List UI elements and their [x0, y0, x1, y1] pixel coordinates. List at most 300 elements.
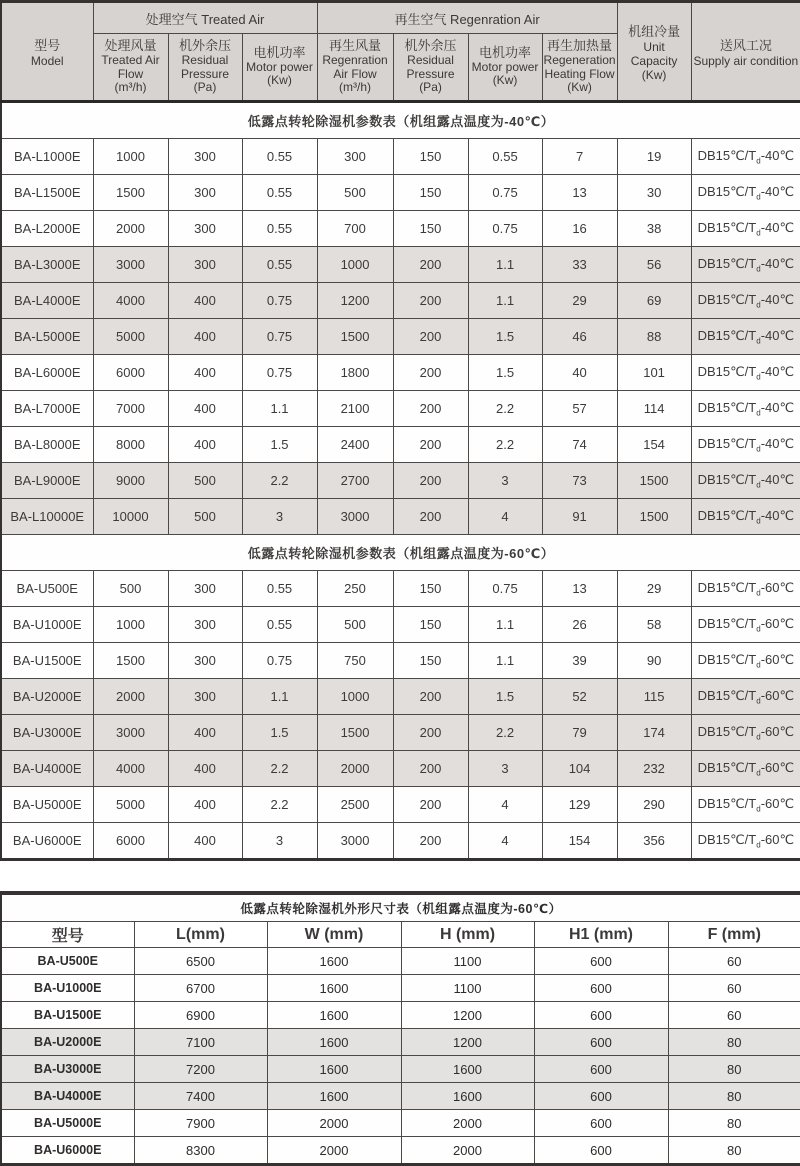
- model-cell: BA-L8000E: [1, 427, 93, 463]
- value-cell: 1.1: [468, 283, 542, 319]
- dimension-value-cell: 80: [668, 1137, 800, 1165]
- value-cell: 40: [542, 355, 617, 391]
- section-title: 低露点转轮除湿机参数表（机组露点温度为-40℃）: [1, 102, 800, 139]
- supply-condition-prefix: DB15℃/T: [697, 471, 757, 487]
- supply-condition-subscript: d: [756, 732, 761, 742]
- dimensions-header-row: [1, 922, 800, 948]
- model-cell: BA-L5000E: [1, 319, 93, 355]
- value-cell: 0.55: [242, 607, 317, 643]
- value-cell: 0.75: [468, 211, 542, 247]
- dimension-value-cell: 600: [534, 1002, 668, 1029]
- value-cell: 26: [542, 607, 617, 643]
- value-cell: 150: [393, 571, 468, 607]
- dimension-value-cell: 6900: [134, 1002, 267, 1029]
- dimension-row: [1, 1056, 800, 1083]
- supply-condition-cell: [691, 139, 800, 175]
- value-cell: 2000: [317, 751, 393, 787]
- value-cell: 30: [617, 175, 691, 211]
- value-cell: 2.2: [468, 715, 542, 751]
- supply-condition-subscript: d: [756, 444, 761, 454]
- value-cell: 1200: [317, 283, 393, 319]
- model-cell: BA-U1000E: [1, 607, 93, 643]
- value-cell: 1.5: [468, 679, 542, 715]
- value-cell: 1.1: [242, 391, 317, 427]
- model-cell: BA-U1500E: [1, 1002, 134, 1029]
- value-cell: 0.55: [242, 211, 317, 247]
- supply-condition-suffix: -40℃: [760, 507, 795, 523]
- value-cell: 200: [393, 319, 468, 355]
- value-cell: 1000: [317, 247, 393, 283]
- value-cell: 200: [393, 679, 468, 715]
- value-cell: 200: [393, 823, 468, 860]
- model-cell: BA-L6000E: [1, 355, 93, 391]
- spec-row: [1, 751, 800, 787]
- supply-condition-suffix: -60℃: [760, 651, 795, 667]
- value-cell: 0.55: [468, 139, 542, 175]
- spec-table-header: [1, 2, 800, 102]
- supply-condition-suffix: -40℃: [760, 363, 795, 379]
- model-cell: BA-L1000E: [1, 139, 93, 175]
- value-cell: 500: [168, 463, 242, 499]
- value-cell: 300: [168, 247, 242, 283]
- value-cell: 2.2: [468, 391, 542, 427]
- dimensions-table-title: 低露点转轮除湿机外形尺寸表（机组露点温度为-60℃）: [1, 893, 800, 922]
- value-cell: 79: [542, 715, 617, 751]
- spec-row: [1, 607, 800, 643]
- section-title: 低露点转轮除湿机参数表（机组露点温度为-60℃）: [1, 535, 800, 571]
- value-cell: 400: [168, 283, 242, 319]
- supply-condition-suffix: -40℃: [760, 147, 795, 163]
- dimension-value-cell: 60: [668, 975, 800, 1002]
- value-cell: 6000: [93, 355, 168, 391]
- supply-condition-suffix: -40℃: [760, 399, 795, 415]
- value-cell: 0.55: [242, 571, 317, 607]
- supply-condition-cell: [691, 643, 800, 679]
- supply-condition-cell: [691, 607, 800, 643]
- value-cell: 500: [317, 175, 393, 211]
- supply-condition-prefix: DB15℃/T: [697, 795, 757, 811]
- value-cell: 400: [168, 391, 242, 427]
- value-cell: 0.75: [242, 643, 317, 679]
- dimension-value-cell: 7400: [134, 1083, 267, 1110]
- dimension-value-cell: 80: [668, 1083, 800, 1110]
- dimensions-title-row: [1, 893, 800, 922]
- dimension-value-cell: 600: [534, 975, 668, 1002]
- group-header-treated-air: 处理空气 Treated Air: [93, 2, 317, 34]
- dimension-value-cell: 600: [534, 948, 668, 975]
- value-cell: 13: [542, 571, 617, 607]
- value-cell: 1.5: [242, 715, 317, 751]
- value-cell: 56: [617, 247, 691, 283]
- model-cell: BA-U2000E: [1, 1029, 134, 1056]
- value-cell: 5000: [93, 787, 168, 823]
- value-cell: 4: [468, 787, 542, 823]
- value-cell: 200: [393, 355, 468, 391]
- supply-condition-suffix: -60℃: [760, 687, 795, 703]
- value-cell: 3: [242, 499, 317, 535]
- value-cell: 250: [317, 571, 393, 607]
- dimension-value-cell: 7900: [134, 1110, 267, 1137]
- supply-condition-subscript: d: [756, 336, 761, 346]
- value-cell: 3000: [93, 715, 168, 751]
- model-cell: BA-L3000E: [1, 247, 93, 283]
- dim-column-header: F (mm): [668, 922, 800, 948]
- value-cell: 0.55: [242, 247, 317, 283]
- supply-condition-cell: [691, 787, 800, 823]
- supply-condition-suffix: -60℃: [760, 795, 795, 811]
- dimension-value-cell: 600: [534, 1056, 668, 1083]
- value-cell: 1500: [617, 463, 691, 499]
- value-cell: 1.1: [242, 679, 317, 715]
- supply-condition-prefix: DB15℃/T: [697, 615, 757, 631]
- supply-condition-cell: [691, 175, 800, 211]
- value-cell: 3000: [317, 823, 393, 860]
- dimension-row: [1, 1029, 800, 1056]
- model-cell: BA-U500E: [1, 948, 134, 975]
- column-header-treated-air-flow: 处理风量 Treated Air Flow (m³/h): [93, 34, 168, 102]
- supply-condition-cell: [691, 571, 800, 607]
- model-cell: BA-U3000E: [1, 715, 93, 751]
- supply-condition-cell: [691, 499, 800, 535]
- model-header-zh: 型号: [34, 38, 61, 53]
- dimensions-table: [0, 891, 800, 1166]
- value-cell: 114: [617, 391, 691, 427]
- model-cell: BA-U500E: [1, 571, 93, 607]
- supply-condition-prefix: DB15℃/T: [697, 759, 757, 775]
- spec-row: [1, 787, 800, 823]
- section-title-row: [1, 535, 800, 571]
- dimension-value-cell: 600: [534, 1029, 668, 1056]
- column-header-regen-air-flow: 再生风量 Regenration Air Flow (m³/h): [317, 34, 393, 102]
- value-cell: 200: [393, 499, 468, 535]
- value-cell: 174: [617, 715, 691, 751]
- value-cell: 300: [168, 175, 242, 211]
- supply-condition-suffix: -40℃: [760, 327, 795, 343]
- value-cell: 300: [168, 211, 242, 247]
- supply-condition-cell: [691, 319, 800, 355]
- value-cell: 129: [542, 787, 617, 823]
- value-cell: 300: [168, 139, 242, 175]
- dimension-value-cell: 1600: [267, 975, 401, 1002]
- value-cell: 300: [317, 139, 393, 175]
- supply-condition-prefix: DB15℃/T: [697, 291, 757, 307]
- supply-condition-subscript: d: [756, 588, 761, 598]
- supply-condition-prefix: DB15℃/T: [697, 651, 757, 667]
- spec-row: [1, 643, 800, 679]
- value-cell: 200: [393, 463, 468, 499]
- value-cell: 150: [393, 139, 468, 175]
- value-cell: 1.5: [468, 355, 542, 391]
- value-cell: 2700: [317, 463, 393, 499]
- dimension-value-cell: 80: [668, 1029, 800, 1056]
- supply-condition-prefix: DB15℃/T: [697, 507, 757, 523]
- dimension-value-cell: 8300: [134, 1137, 267, 1165]
- column-header-regen-heating-flow: 再生加热量 Regeneration Heating Flow (Kw): [542, 34, 617, 102]
- section-title-row: [1, 102, 800, 139]
- column-header-regen-residual-pressure: 机外余压 Residual Pressure (Pa): [393, 34, 468, 102]
- dimension-value-cell: 600: [534, 1083, 668, 1110]
- spec-row: [1, 715, 800, 751]
- model-cell: BA-U1500E: [1, 643, 93, 679]
- value-cell: 7: [542, 139, 617, 175]
- value-cell: 200: [393, 751, 468, 787]
- dimension-row: [1, 948, 800, 975]
- supply-condition-prefix: DB15℃/T: [697, 363, 757, 379]
- supply-condition-suffix: -60℃: [760, 759, 795, 775]
- supply-condition-cell: [691, 283, 800, 319]
- dimension-value-cell: 1600: [401, 1083, 534, 1110]
- value-cell: 115: [617, 679, 691, 715]
- value-cell: 200: [393, 427, 468, 463]
- value-cell: 73: [542, 463, 617, 499]
- value-cell: 3: [468, 751, 542, 787]
- value-cell: 16: [542, 211, 617, 247]
- value-cell: 9000: [93, 463, 168, 499]
- dimension-value-cell: 60: [668, 1002, 800, 1029]
- supply-condition-cell: [691, 355, 800, 391]
- model-cell: BA-U5000E: [1, 1110, 134, 1137]
- value-cell: 700: [317, 211, 393, 247]
- dimension-value-cell: 1600: [267, 1056, 401, 1083]
- value-cell: 154: [542, 823, 617, 860]
- supply-condition-prefix: DB15℃/T: [697, 147, 757, 163]
- supply-condition-prefix: DB15℃/T: [697, 327, 757, 343]
- value-cell: 0.75: [468, 175, 542, 211]
- dimension-value-cell: 1600: [267, 1029, 401, 1056]
- value-cell: 2.2: [468, 427, 542, 463]
- dim-column-header: L(mm): [134, 922, 267, 948]
- supply-condition-subscript: d: [756, 408, 761, 418]
- supply-condition-subscript: d: [756, 480, 761, 490]
- supply-condition-subscript: d: [756, 840, 761, 850]
- model-cell: BA-L2000E: [1, 211, 93, 247]
- supply-condition-prefix: DB15℃/T: [697, 399, 757, 415]
- supply-condition-suffix: -40℃: [760, 183, 795, 199]
- value-cell: 400: [168, 715, 242, 751]
- dimension-value-cell: 1600: [267, 948, 401, 975]
- table-gap: [0, 861, 800, 891]
- supply-condition-subscript: d: [756, 372, 761, 382]
- value-cell: 1000: [93, 607, 168, 643]
- value-cell: 4000: [93, 751, 168, 787]
- supply-condition-suffix: -60℃: [760, 723, 795, 739]
- value-cell: 1500: [617, 499, 691, 535]
- supply-condition-cell: [691, 715, 800, 751]
- supply-condition-cell: [691, 823, 800, 860]
- dimension-value-cell: 600: [534, 1137, 668, 1165]
- column-header-supply-air: [691, 2, 800, 102]
- value-cell: 200: [393, 247, 468, 283]
- supply-condition-prefix: DB15℃/T: [697, 723, 757, 739]
- column-header-unit-capacity: [617, 2, 691, 102]
- value-cell: 4: [468, 499, 542, 535]
- dimension-value-cell: 600: [534, 1110, 668, 1137]
- supply-condition-prefix: DB15℃/T: [697, 687, 757, 703]
- dim-column-header: W (mm): [267, 922, 401, 948]
- supply-condition-suffix: -60℃: [760, 831, 795, 847]
- spec-row: [1, 355, 800, 391]
- dimension-value-cell: 2000: [267, 1110, 401, 1137]
- supply-air-zh: 送风工况: [719, 38, 772, 53]
- value-cell: 0.55: [242, 139, 317, 175]
- value-cell: 1500: [93, 175, 168, 211]
- value-cell: 88: [617, 319, 691, 355]
- supply-condition-cell: [691, 211, 800, 247]
- value-cell: 19: [617, 139, 691, 175]
- supply-condition-subscript: d: [756, 660, 761, 670]
- supply-condition-subscript: d: [756, 768, 761, 778]
- column-header-treated-motor-power: 电机功率 Motor power (Kw): [242, 34, 317, 102]
- value-cell: 500: [93, 571, 168, 607]
- dimension-row: [1, 1002, 800, 1029]
- model-cell: BA-U4000E: [1, 751, 93, 787]
- model-cell: BA-L7000E: [1, 391, 93, 427]
- supply-condition-subscript: d: [756, 228, 761, 238]
- dimension-value-cell: 1600: [401, 1056, 534, 1083]
- value-cell: 400: [168, 787, 242, 823]
- model-cell: BA-U3000E: [1, 1056, 134, 1083]
- supply-condition-prefix: DB15℃/T: [697, 435, 757, 451]
- value-cell: 1500: [317, 715, 393, 751]
- model-cell: BA-U5000E: [1, 787, 93, 823]
- value-cell: 4: [468, 823, 542, 860]
- value-cell: 91: [542, 499, 617, 535]
- value-cell: 2.2: [242, 787, 317, 823]
- spec-row: [1, 319, 800, 355]
- value-cell: 300: [168, 643, 242, 679]
- dimension-value-cell: 2000: [401, 1110, 534, 1137]
- supply-condition-subscript: d: [756, 300, 761, 310]
- value-cell: 400: [168, 751, 242, 787]
- supply-condition-prefix: DB15℃/T: [697, 219, 757, 235]
- supply-condition-subscript: d: [756, 624, 761, 634]
- dimension-row: [1, 1083, 800, 1110]
- dimensions-table-body: [1, 893, 800, 1165]
- value-cell: 2100: [317, 391, 393, 427]
- value-cell: 3000: [317, 499, 393, 535]
- dimension-value-cell: 80: [668, 1110, 800, 1137]
- column-header-regen-motor-power: 电机功率 Motor power (Kw): [468, 34, 542, 102]
- value-cell: 33: [542, 247, 617, 283]
- model-cell: BA-L10000E: [1, 499, 93, 535]
- value-cell: 10000: [93, 499, 168, 535]
- value-cell: 1.5: [242, 427, 317, 463]
- supply-condition-prefix: DB15℃/T: [697, 579, 757, 595]
- value-cell: 3: [242, 823, 317, 860]
- supply-condition-cell: [691, 247, 800, 283]
- dim-column-header-model: 型号: [1, 922, 134, 948]
- spec-row: [1, 427, 800, 463]
- model-cell: BA-U1000E: [1, 975, 134, 1002]
- group-header-regeneration-air: 再生空气 Regenration Air: [317, 2, 617, 34]
- value-cell: 2.2: [242, 751, 317, 787]
- dim-column-header: H (mm): [401, 922, 534, 948]
- value-cell: 57: [542, 391, 617, 427]
- value-cell: 200: [393, 715, 468, 751]
- column-header-model: [1, 2, 93, 102]
- value-cell: 2000: [93, 211, 168, 247]
- value-cell: 200: [393, 787, 468, 823]
- dimension-value-cell: 2000: [267, 1137, 401, 1165]
- value-cell: 39: [542, 643, 617, 679]
- supply-condition-suffix: -60℃: [760, 579, 795, 595]
- spec-row: [1, 211, 800, 247]
- value-cell: 7000: [93, 391, 168, 427]
- dimension-value-cell: 1100: [401, 948, 534, 975]
- spec-row: [1, 247, 800, 283]
- model-cell: BA-U6000E: [1, 823, 93, 860]
- value-cell: 1.1: [468, 607, 542, 643]
- supply-condition-subscript: d: [756, 516, 761, 526]
- value-cell: 200: [393, 283, 468, 319]
- supply-condition-suffix: -40℃: [760, 435, 795, 451]
- value-cell: 1.5: [468, 319, 542, 355]
- supply-condition-subscript: d: [756, 696, 761, 706]
- value-cell: 101: [617, 355, 691, 391]
- value-cell: 29: [542, 283, 617, 319]
- dimension-value-cell: 1200: [401, 1029, 534, 1056]
- dim-column-header: H1 (mm): [534, 922, 668, 948]
- value-cell: 300: [168, 571, 242, 607]
- dimension-value-cell: 7100: [134, 1029, 267, 1056]
- supply-condition-cell: [691, 427, 800, 463]
- dimension-value-cell: 60: [668, 948, 800, 975]
- value-cell: 1500: [93, 643, 168, 679]
- spec-row: [1, 823, 800, 860]
- dimension-row: [1, 975, 800, 1002]
- value-cell: 1500: [317, 319, 393, 355]
- value-cell: 13: [542, 175, 617, 211]
- supply-condition-cell: [691, 679, 800, 715]
- value-cell: 69: [617, 283, 691, 319]
- value-cell: 300: [168, 679, 242, 715]
- value-cell: 356: [617, 823, 691, 860]
- value-cell: 1800: [317, 355, 393, 391]
- supply-air-en: Supply air condition: [693, 54, 799, 68]
- value-cell: 38: [617, 211, 691, 247]
- dimension-value-cell: 1100: [401, 975, 534, 1002]
- value-cell: 2500: [317, 787, 393, 823]
- value-cell: 154: [617, 427, 691, 463]
- value-cell: 400: [168, 427, 242, 463]
- model-cell: BA-L4000E: [1, 283, 93, 319]
- supply-condition-subscript: d: [756, 264, 761, 274]
- dimension-value-cell: 2000: [401, 1137, 534, 1165]
- value-cell: 90: [617, 643, 691, 679]
- value-cell: 3000: [93, 247, 168, 283]
- spec-row: [1, 463, 800, 499]
- value-cell: 52: [542, 679, 617, 715]
- value-cell: 1.1: [468, 247, 542, 283]
- column-header-treated-residual-pressure: 机外余压 Residual Pressure (Pa): [168, 34, 242, 102]
- value-cell: 290: [617, 787, 691, 823]
- supply-condition-prefix: DB15℃/T: [697, 183, 757, 199]
- value-cell: 2000: [93, 679, 168, 715]
- value-cell: 1.1: [468, 643, 542, 679]
- dimension-row: [1, 1137, 800, 1165]
- spec-row: [1, 391, 800, 427]
- value-cell: 74: [542, 427, 617, 463]
- value-cell: 150: [393, 175, 468, 211]
- value-cell: 8000: [93, 427, 168, 463]
- value-cell: 1000: [317, 679, 393, 715]
- supply-condition-cell: [691, 751, 800, 787]
- model-cell: BA-U2000E: [1, 679, 93, 715]
- value-cell: 400: [168, 355, 242, 391]
- supply-condition-suffix: -40℃: [760, 471, 795, 487]
- supply-condition-subscript: d: [756, 192, 761, 202]
- value-cell: 29: [617, 571, 691, 607]
